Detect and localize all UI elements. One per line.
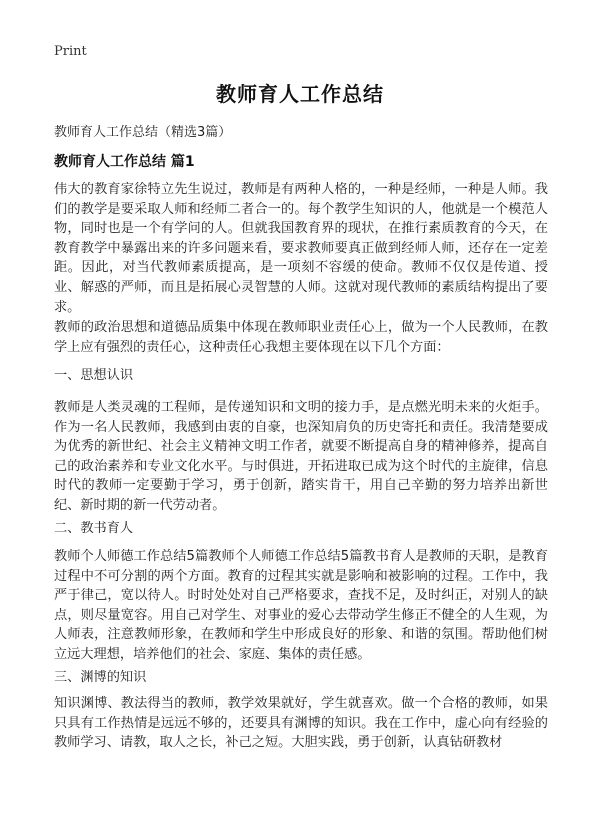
paragraph-intro: 伟大的教育家徐特立先生说过，教师是有两种人格的，一种是经师，一种是人师。我们的教学是要采取人师和经师二者合一的。每个教学生知识的人，他就是一个模范人物，同时也是一个有学问的人。但就我国教育界的现状，在推行素质教育的今天，在教育教学中暴露出来的许多问题来看，要求教师要真正做到经师人师，还存在一定差距。因此，对当代教师素质提高，是一项刻不容缓的使命。教师不仅仅是传道、授业、解惑的严师，而且是拓展心灵智慧的人师。这就对现代教师的素质结构提出了要求。	[54, 182, 548, 315]
page-title: 教师育人工作总结	[216, 82, 384, 106]
paragraph-responsibility: 教师的政治思想和道德品质集中体现在教师职业责任心上，做为一个人民教师，在教学上应有强烈的责任心，这种责任心我想主要体现在以下几个方面：	[54, 320, 548, 355]
paragraph-teaching: 教师个人师德工作总结5篇教师个人师德工作总结5篇教书育人是教师的天职，是教育过程中不可分割的两个方面。教育的过程其实就是影响和被影响的过程。工作中，我严于律己，宽以待人。时时处处对自己严格要求，查找不足，及时纠正，对别人的缺点，则尽量宽容。用自己对学生、对事业的爱心去带动学生修正不健全的人生观，为人师表，注意教师形象，在教师和学生中形成良好的形象、和谐的氛围。帮助他们树立远大理想，培养他们的社会、家庭、集体的责任感。	[54, 549, 548, 662]
print-link[interactable]: Print	[54, 44, 87, 59]
paragraph-thought: 教师是人类灵魂的工程师，是传递知识和文明的接力手，是点燃光明未来的火炬手。作为一名人民教师，我感到由衷的自豪，也深知肩负的历史寄托和责任。我清楚要成为优秀的新世纪、社会主义精神文明工作者，就要不断提高自身的精神修养，提高自己的政治素养和专业文化水平。与时俱进，开拓进取已成为这个时代的主旋律，信息时代的教师一定要勤于学习，勇于创新，踏实肯干，用自己辛勤的努力培养出新世纪、新时期的新一代劳动者。	[54, 400, 548, 513]
paragraph-knowledge: 知识渊博、教法得当的教师，教学效果就好，学生就喜欢。做一个合格的教师，如果只具有工作热情是远远不够的，还要具有渊博的知识。我在工作中，虚心向有经验的教师学习、请教，取人之长，补己之短。大胆实践，勇于创新，认真钻研教材	[54, 696, 548, 751]
subheading-knowledge: 三、渊博的知识	[54, 670, 147, 685]
section-heading: 教师育人工作总结 篇1	[54, 154, 195, 170]
subheading-thought: 一、思想认识	[54, 368, 134, 383]
subheading-teaching: 二、教书育人	[54, 521, 134, 536]
document-subtitle: 教师育人工作总结（精选3篇）	[54, 125, 232, 140]
